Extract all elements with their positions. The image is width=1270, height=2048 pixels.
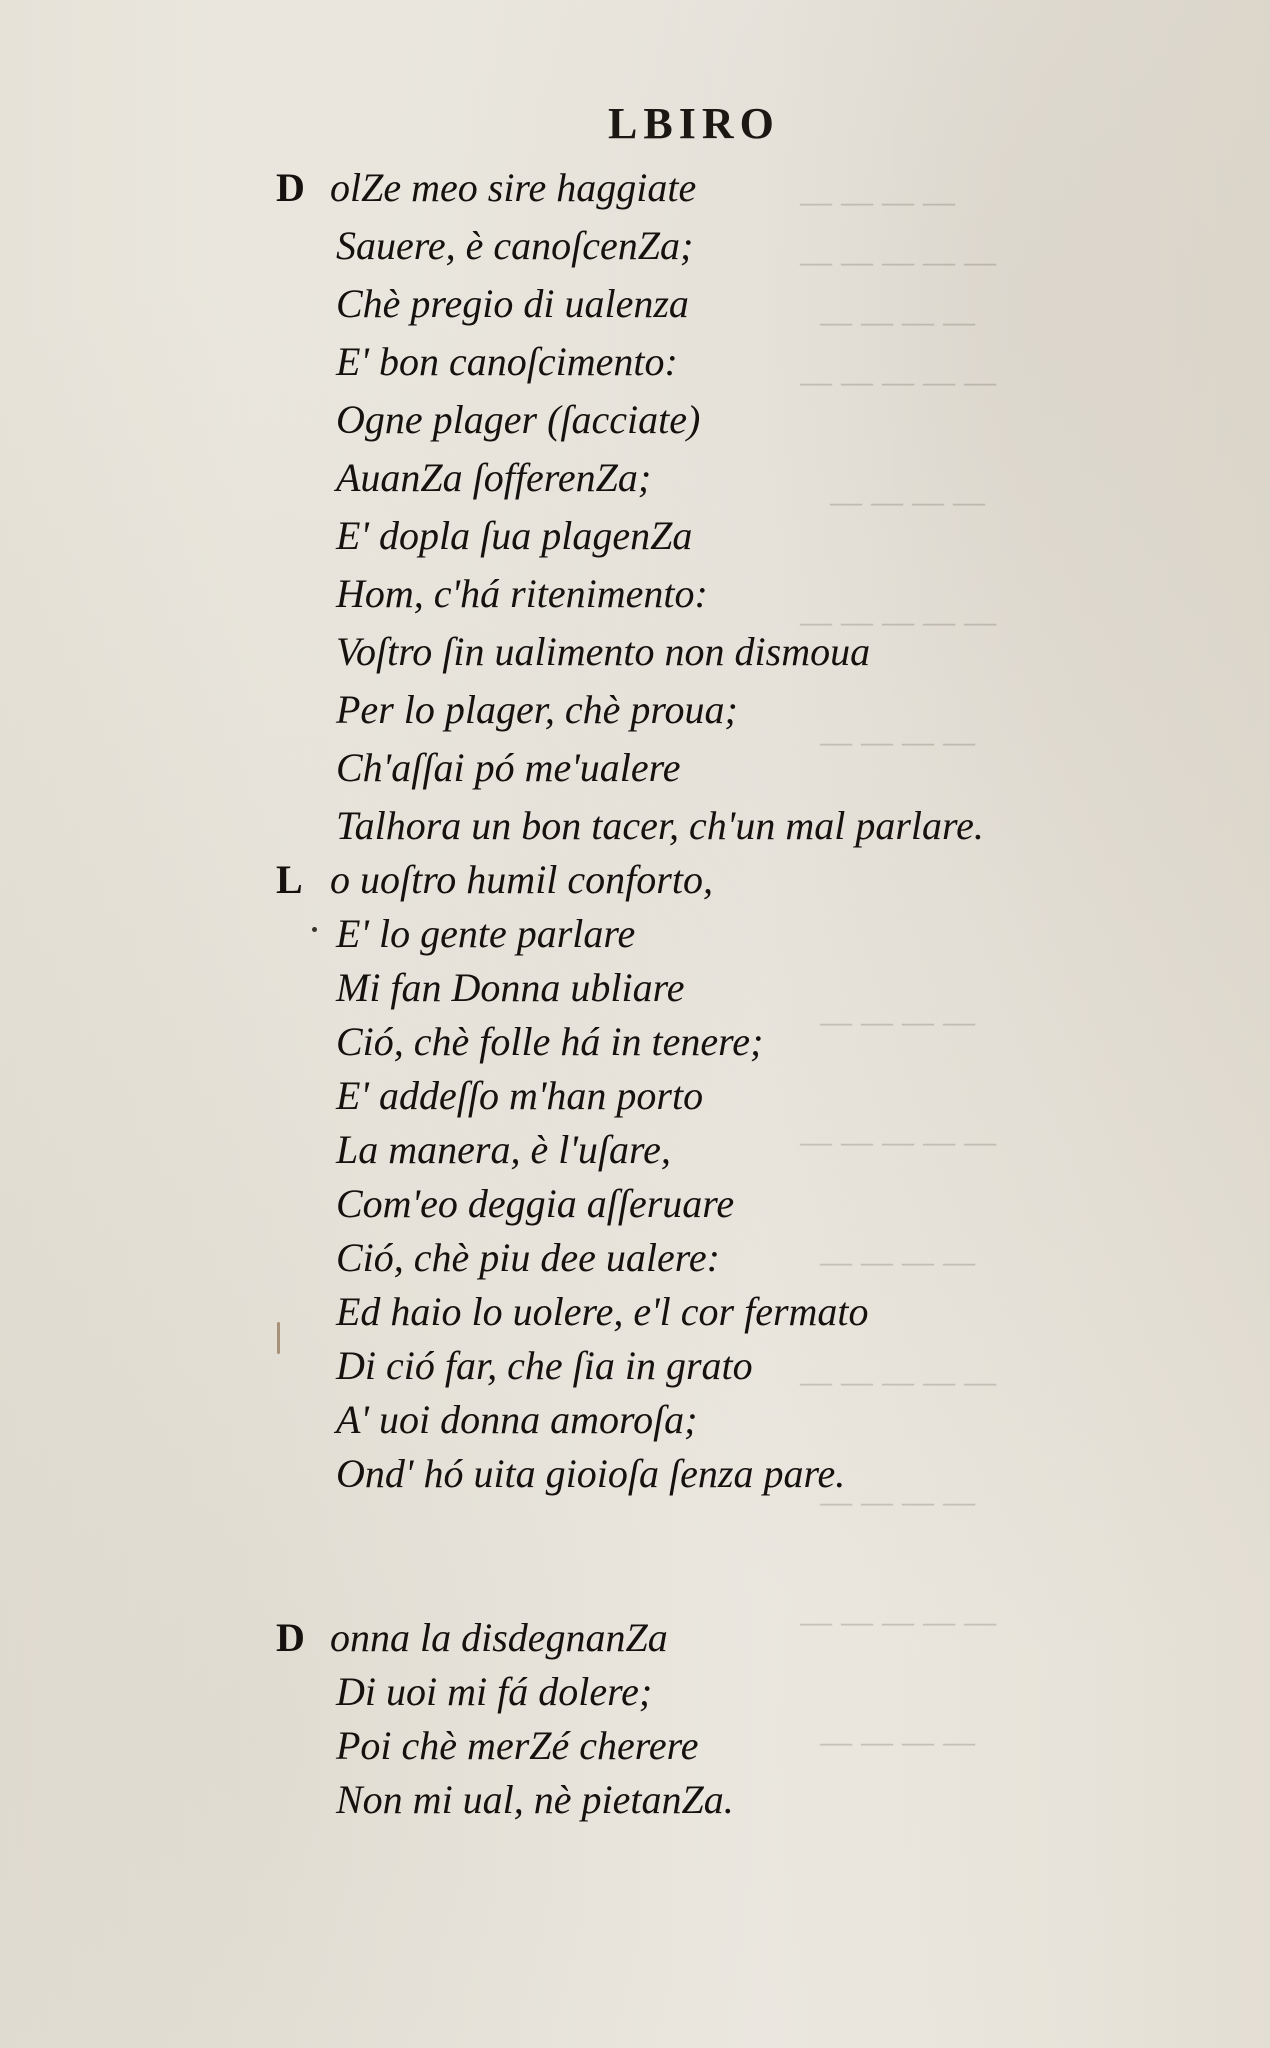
show-through-text: — — — — — (800, 1121, 997, 1161)
verse-line: AuanZa ſofferenZa; (336, 455, 652, 500)
running-head: LBIRO (608, 99, 780, 148)
verse-line: Ció, chè piu dee ualere: (336, 1235, 720, 1280)
ink-stain (277, 1322, 280, 1354)
verse-line: Di uoi mi fá dolere; (336, 1669, 653, 1714)
show-through-text: — — — — (820, 1001, 976, 1041)
stanza-initial: D (276, 1615, 305, 1660)
show-through-text: — — — — (820, 1241, 976, 1281)
verse-line: Com'eo deggia aſſeruare (336, 1181, 735, 1226)
show-through-text: — — — — — (800, 241, 997, 281)
verse-line: E' dopla ſua plagenZa (336, 513, 693, 558)
verse-line: E' addeſſo m'han porto (336, 1073, 704, 1118)
verse-line: Ció, chè folle há in tenere; (336, 1019, 764, 1064)
verse-line: Ogne plager (ſacciate) (336, 397, 701, 442)
verse-line: Sauere, è canoſcenZa; (336, 223, 694, 268)
verse-line: Chè pregio di ualenza (336, 281, 689, 326)
verse-line: Ed haio lo uolere, e'l cor fermato (336, 1289, 869, 1334)
show-through-text: — — — — — (800, 1361, 997, 1401)
show-through-text: — — — — (820, 1481, 976, 1521)
verse-line: E' lo gente parlare (336, 911, 636, 956)
show-through-text: — — — — (800, 181, 956, 221)
verse-line: La manera, è l'uſare, (336, 1127, 671, 1172)
stanza-initial: L (276, 857, 303, 902)
verse-line: onna la disdegnanZa (330, 1615, 668, 1660)
verse-line: Talhora un bon tacer, ch'un mal parlare. (336, 803, 984, 848)
show-through-text: — — — — — (800, 1601, 997, 1641)
verse-line: A' uoi donna amoroſa; (336, 1397, 698, 1442)
show-through-text: — — — — — (800, 601, 997, 641)
show-through-text: — — — — (820, 1721, 976, 1761)
verse-line: o uoſtro humil conforto, (330, 857, 713, 902)
verse-line: Voſtro ſin ualimento non dismoua (336, 629, 871, 674)
verse-line: Hom, c'há ritenimento: (336, 571, 708, 616)
verse-line: Non mi ual, nè pietanZa. (336, 1777, 734, 1822)
verse-line: Ch'aſſai pó me'ualere (336, 745, 681, 790)
ink-dot (312, 927, 317, 932)
verse-line: olZe meo sire haggiate (330, 165, 697, 210)
verse-line: Ond' hó uita gioioſa ſenza pare. (336, 1451, 846, 1496)
show-through-text: — — — — (820, 301, 976, 341)
show-through-text: — — — — (830, 481, 986, 521)
verse-line: Mi fan Donna ubliare (336, 965, 685, 1010)
show-through-text: — — — — — (800, 361, 997, 401)
verse-line: Per lo plager, chè proua; (336, 687, 738, 732)
show-through-text: — — — — (820, 721, 976, 761)
verse-line: E' bon canoſcimento: (336, 339, 678, 384)
stanza-initial: D (276, 165, 305, 210)
verse-line: Di ció far, che ſia in grato (336, 1343, 753, 1388)
verse-line: Poi chè merZé cherere (336, 1723, 699, 1768)
